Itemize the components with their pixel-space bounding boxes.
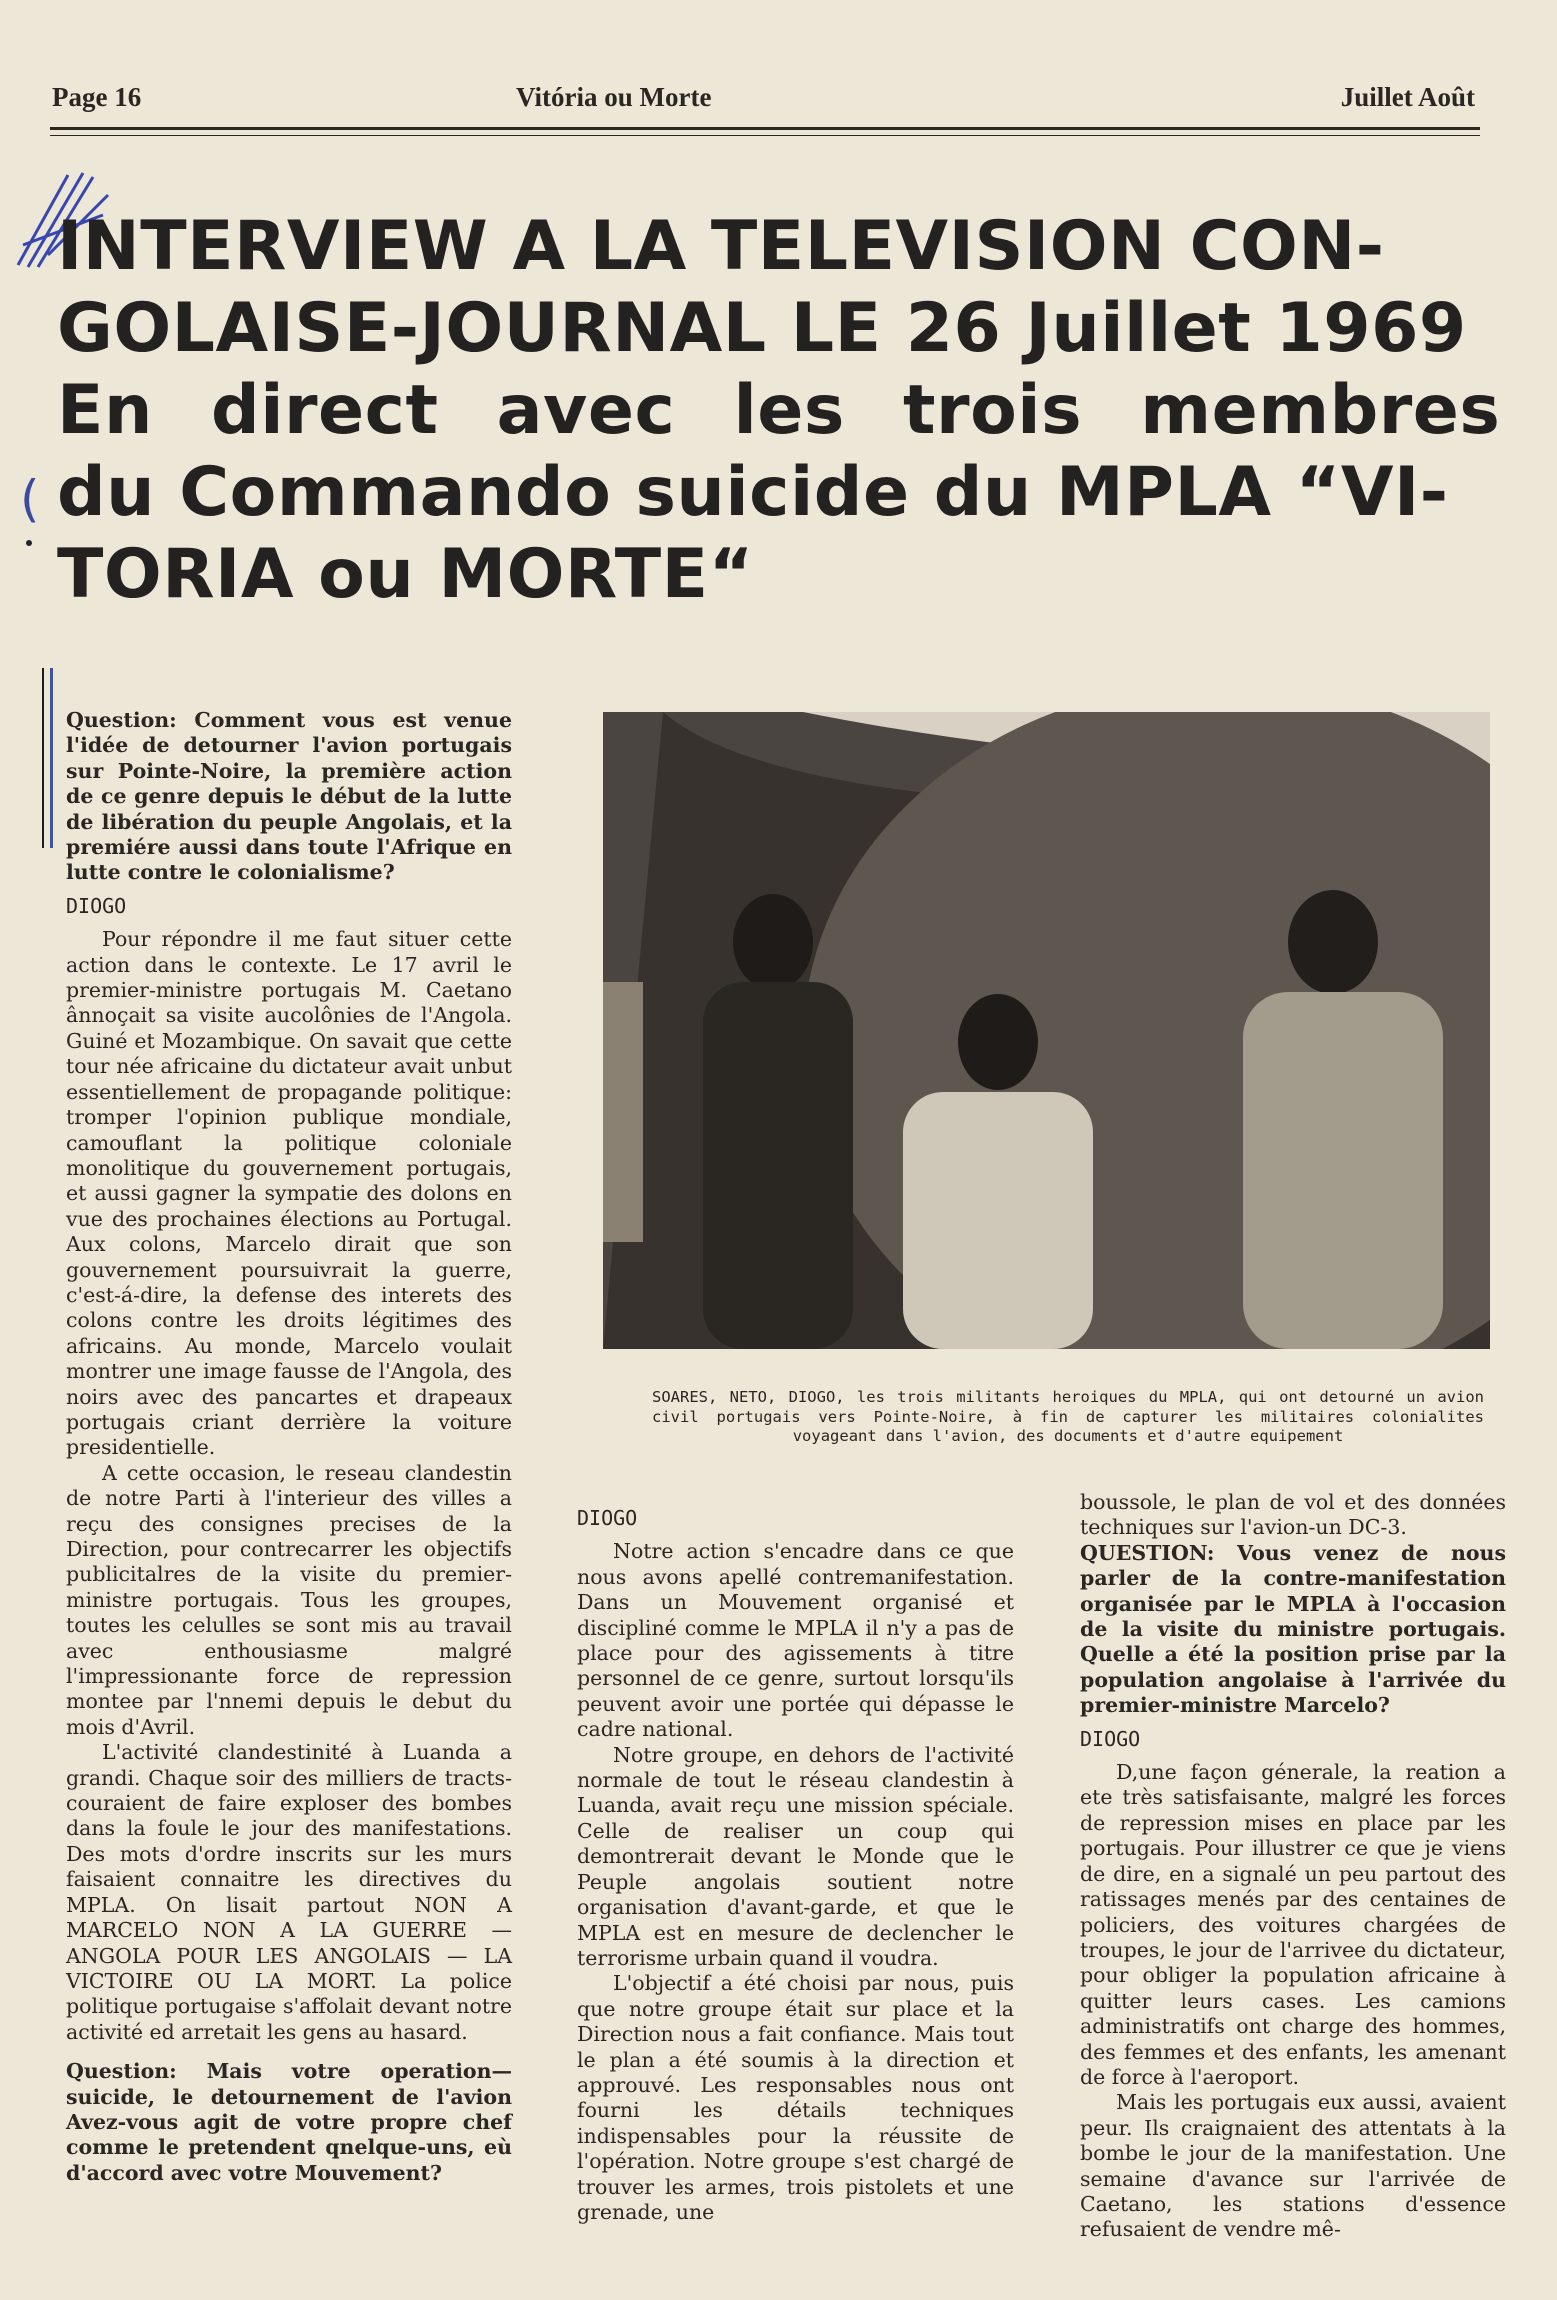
interview-question: Question: Mais votre operation—suicide, le detournement de l'avion Avez-vous agit de votre propre chef comme le pretendent qnelque-uns, eù d'accord avec votre Mouvement?: [66, 2059, 512, 2185]
margin-line: [42, 668, 44, 848]
margin-bracket-mark: (: [20, 470, 40, 528]
publication-title: Vitória ou Morte: [516, 82, 712, 112]
headline-line-2: GOLAISE-JOURNAL LE 26 Juillet 1969: [57, 289, 1467, 368]
headline-line-5: TORIA ou MORTE“: [57, 535, 754, 614]
paragraph: boussole, le plan de vol et des données techniques sur l'avion-un DC-3.: [1080, 1490, 1506, 1540]
issue-date: Juillet Août: [1340, 82, 1475, 112]
headline-line-4: du Commando suicide du MPLA “VI-: [57, 453, 1449, 532]
paragraph: L'activité clandestinité à Luanda a grandi. Chaque soir des milliers de tracts-couraient de faire exploser des bombes dans la foule le jour des manifestations. Des mots d'ordre inscrits sur les murs faisaient connaitre les directives du MPLA. On lisait partout NON A MARCELO NON A LA GUERRE — ANGOLA POUR LES ANGOLAIS — LA VICTOIRE OU LA MORT. La police politique portugaise s'affolait devant notre activité ed arretait les gens au hasard.: [66, 1740, 512, 2044]
speaker-label: DIOGO: [577, 1506, 638, 1530]
article-column-3: [1080, 1490, 1506, 2243]
news-photo: [603, 712, 1490, 1349]
speaker-label: DIOGO: [66, 893, 127, 918]
margin-blue-line: [50, 668, 53, 848]
headline: [57, 206, 1501, 616]
header-rule: [50, 127, 1480, 130]
article-column-1: [66, 708, 512, 2186]
paragraph: D,une façon génerale, la reation a ete très satisfaisante, malgré les forces de repression mises en place par les portugais. Pour illustrer ce que je viens de dire, en a signalé un peu partout des ratissages menés par des centaines de policiers, des voitures chargées de troupes, le jour de l'arrivee du dictateur, pour obliger la population africaine à quitter leurs cases. Les camions administratifs ont charge des hommes, des femmes et des enfants, les amenant de force à l'aeroport.: [1080, 1760, 1506, 2089]
header-rule-thin: [50, 135, 1480, 136]
paragraph: L'objectif a été choisi par nous, puis que notre groupe était sur place et la Direction nous a fait confiance. Mais tout le plan a été soumis à la direction et approuvé. Les responsables nous ont fourni les détails techniques indispensables pour la réussite de l'opération. Notre groupe s'est chargé de trouver les armes, trois pistolets et une grenade, une: [577, 1971, 1014, 2224]
interview-question: Question: Comment vous est venue l'idée de detourner l'avion portugais sur Pointe-Noire, la première action de ce genre depuis le début de la lutte de libération du peuple Angolais, et la premiére aussi dans toute l'Afrique en lutte contre le colonialisme?: [66, 708, 512, 885]
paragraph: Mais les portugais eux aussi, avaient peur. Ils craignaient des attentats à la bombe le jour de la manifestation. Une semaine d'avance sur l'arrivée de Caetano, les stations d'essence refusaient de vendre mê-: [1080, 2090, 1506, 2242]
page-number: Page 16: [52, 82, 142, 112]
interview-question: QUESTION: Vous venez de nous parler de la contre-manifestation organisée par le MPLA à l'occasion de la visite du ministre portugais. Quelle a été la position prise par la population angolaise à l'arrivée du premier-ministre Marcelo?: [1080, 1540, 1506, 1718]
article-column-2: [577, 1498, 1014, 2225]
paragraph: Pour répondre il me faut situer cette action dans le contexte. Le 17 avril le premier-ministre portugais M. Caetano ânnoçait sa visite aucolônies de l'Angola. Guiné et Mozambique. On savait que cette tour née africaine du dictateur avait unbut essentiellement de propagande politique: tromper l'opinion publique mondiale, camouflant la politique coloniale monolitique du gouvernement portugais, et aussi gagner la sympatie des dolons en vue des prochaines élections au Portugal. Aux colons, Marcelo dirait que son gouvernement poursuivrait la guerre, c'est-á-dire, la defense des interets des colons contre les droits légitimes des africains. Au monde, Marcelo voulait montrer une image fausse de l'Angola, des noirs avec des pancartes et drapeaux portugais criant derrière la voiture presidentielle.: [66, 927, 512, 1460]
margin-dot: [26, 540, 32, 546]
headline-line-3: En direct avec les trois membres: [57, 371, 1501, 450]
paragraph: A cette occasion, le reseau clandestin de notre Parti à l'interieur des villes a reçu des consignes precises de la Direction, pour contrecarrer les objectifs publicitalres de la visite du premier-ministre portugais. Tous les groupes, toutes les celulles se sont mis au travail avec enthousiasme malgré l'impressionante force de repression montee par l'nnemi depuis le debut du mois d'Avril.: [66, 1460, 512, 1739]
paragraph: Notre action s'encadre dans ce que nous avons apellé contremanifestation. Dans un Mouvement organisé et discipliné comme le MPLA il n'y a pas de place pour des agissements à titre personnel de ce genre, surtout lorsqu'ils peuvent avoir une portée qui dépasse le cadre national.: [577, 1539, 1014, 1742]
speaker-label: DIOGO: [1080, 1726, 1141, 1751]
paragraph: Notre groupe, en dehors de l'activité normale de tout le réseau clandestin à Luanda, avait reçu une mission spéciale. Celle de realiser un coup qui demontrerait devant le Monde que le Peuple angolais soutient notre organisation d'avant-garde, et que le MPLA est en mesure de declencher le terrorisme urbain quand il voudra.: [577, 1742, 1014, 1970]
photo-illustration: [603, 712, 1490, 1349]
photo-caption: SOARES, NETO, DIOGO, les trois militants heroiques du MPLA, qui ont detourné un avion civil portugais vers Pointe-Noire, à fin de capturer les militaires colonialites voyageant dans l'avion, des documents et d'autre equipement: [652, 1388, 1484, 1445]
headline-line-1: INTERVIEW A LA TELEVISION CON-: [57, 207, 1385, 286]
